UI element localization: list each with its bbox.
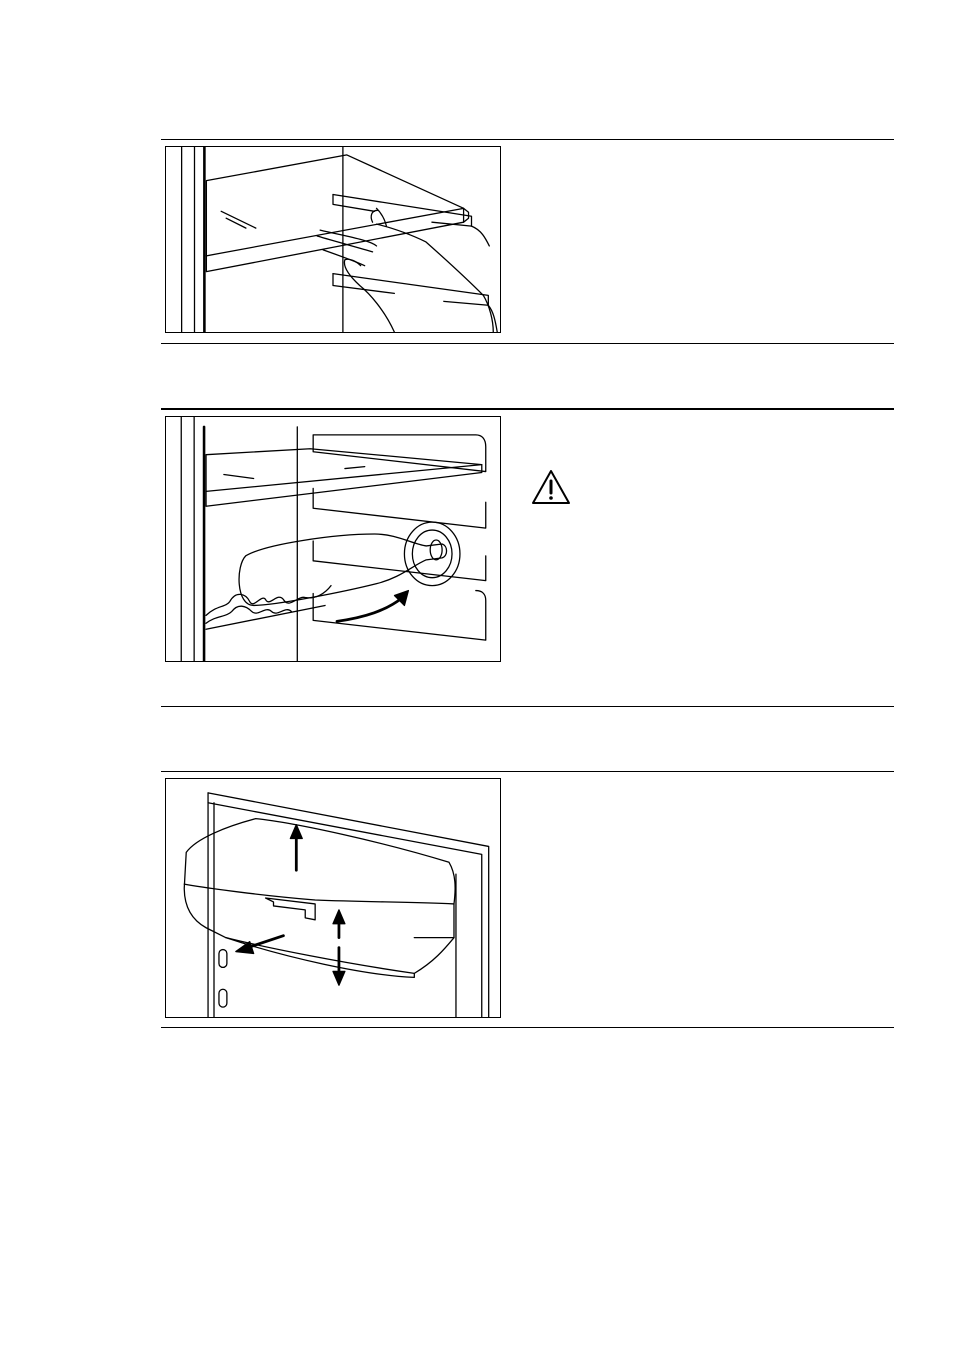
section-rule-top-3	[161, 771, 894, 772]
section-rule-bottom-2	[161, 706, 894, 707]
section-rule-top-1	[161, 139, 894, 140]
bottle-rack-illustration	[165, 416, 501, 662]
warning-triangle-icon	[530, 468, 572, 506]
section-rule-top-2	[161, 408, 894, 410]
shelf-removal-illustration	[165, 146, 501, 333]
door-balcony-illustration	[165, 778, 501, 1018]
section-rule-bottom-1	[161, 343, 894, 344]
section-rule-bottom-3	[161, 1027, 894, 1028]
